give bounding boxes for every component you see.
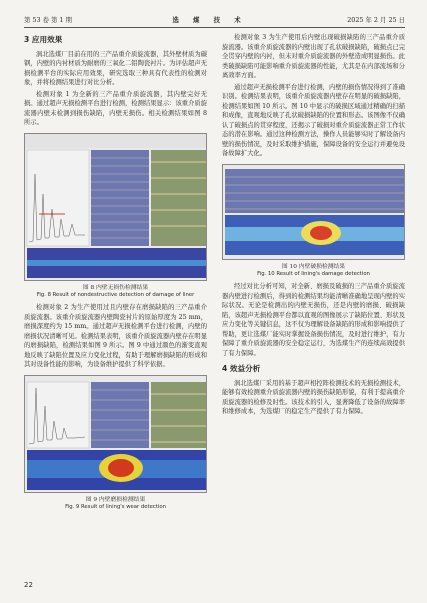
figure-10-image	[222, 164, 405, 260]
header-date: 2025 年 2 月 25 日	[347, 15, 405, 24]
paragraph: 涡北选煤厂采用的基于超声相控阵检测技术的无损检测技术，能够有效检测重介质旋流器内壁的损伤缺陷形貌，有利于提高重介质旋流器的检修及时性。该技术的引入，显著降低了设备的故障率和维修成本，为选煤厂的稳定生产提供了有力保障。	[222, 379, 405, 415]
paragraph: 检测对象 1 为全新的三产品重介质旋流器，其内壁完好无损。通过超声无损检测平台进行检测，检测结果显示：该重介质旋流器内壁未检测到损伤缺陷，内壁无损伤。相关检测结果如图 8 所示。	[24, 90, 207, 126]
figure-9-caption-cn: 图 9 内壁磨损检测结果	[85, 496, 146, 503]
section-3-title: 3 应用效果	[24, 35, 63, 44]
paragraph: 检测对象 2 为生产使用过且内壁存在磨损缺陷的三产品重介质旋流器。该重介质旋流器内壁陶瓷衬片的原始厚度为 25 mm，磨损深度约为 15 mm。通过超声无损检测平台进行检测，内壁的磨损状况清晰可见。检测结果表明，该重介质旋流器内壁存在明显的磨损缺陷，检测结果如图 9 所示。图 9 中通过颜色的渐变直观地反映了缺陷位置及应力变化过程，有助于理解磨损缺陷的形成和其对设备性能的影响，为设备维护提供了科学依据。	[24, 304, 207, 368]
figure-9-image	[24, 375, 207, 493]
running-header	[24, 13, 405, 28]
paragraph: 通过超声无损检测平台进行检测，内壁的损伤情况得到了准确识别。检测结果表明，该重介质旋流器内壁存在明显的破损缺陷，检测结果如图 10 所示。图 10 中显示的破损区域通过精确的扫描和成像，直观地反映了孔状破损缺陷的位置和形态。该图像不仅确认了破损点的贯穿程度，还揭示了破损对重介质旋流器正常工作状态的潜在影响。通过这种检测方法，操作人员能够实时了解设备内壁的损伤情况，及时采取维护措施，保障设备的安全运行并避免设备故障扩大化。	[222, 83, 405, 157]
figure-10-caption-en: Fig. 10 Result of lining's damage detection	[257, 270, 370, 277]
right-column	[222, 33, 405, 419]
paragraph: 涡北选煤厂目前在用的三产品重介质旋流器，其外壁材质为碳钢，内壁的内衬材质为耐磨的三氧化二铝陶瓷衬片。为评估超声无损检测平台的实际应用效果，研究选取三种具有代表性的检测对象，并将检测结果进行对比分析。	[24, 50, 207, 86]
figure-8-caption-cn: 图 8 内壁无损伤检测结果	[82, 284, 149, 291]
section-4-title: 4 效益分析	[222, 364, 261, 373]
page-number: 22	[24, 581, 33, 589]
paragraph: 经过对比分析可知，对全新、磨损及破损的三产品重介质旋流器内壁进行检测后，得到的检测结果均能清晰准确地呈现内壁的实际状况。无论是检测出的内壁无损伤，还是内壁的磨损、破损缺陷，该超声无损检测平台都以直观的图像展示了缺陷位置、形状及应力变化等关键信息，这不仅为理解设备缺陷的形成和影响提供了帮助，更让选煤厂能实时掌握设备损伤情况，及时进行维护，有力保障了重介质旋流器的安全稳定运行，为选煤生产的连续高效提供了有力保障。	[222, 283, 405, 357]
figure-9-caption-en: Fig. 9 Result of lining's wear detection	[65, 503, 166, 510]
figure-10-caption-cn: 图 10 内壁破损检测结果	[281, 263, 346, 270]
figure-8-image	[24, 133, 207, 281]
header-journal: 选 煤 技 术	[172, 15, 247, 24]
left-column	[24, 33, 207, 515]
figure-8-caption-en: Fig. 8 Result of nondestructive detection of damage of liner	[36, 291, 195, 298]
header-volume: 第 53 卷 第 1 期	[24, 15, 72, 24]
paragraph: 检测对象 3 为生产使用后内壁出现破损缺陷的三产品重介质旋流器。该重介质旋流器的内壁出现了孔状破损缺陷，破损点已完全贯穿内壁的内衬，但未对重介质旋流器的外壁造成明显损伤。此类破损缺陷可能影响重介质旋流器的性能，尤其是在内部流场和分离效率方面。	[222, 34, 405, 79]
